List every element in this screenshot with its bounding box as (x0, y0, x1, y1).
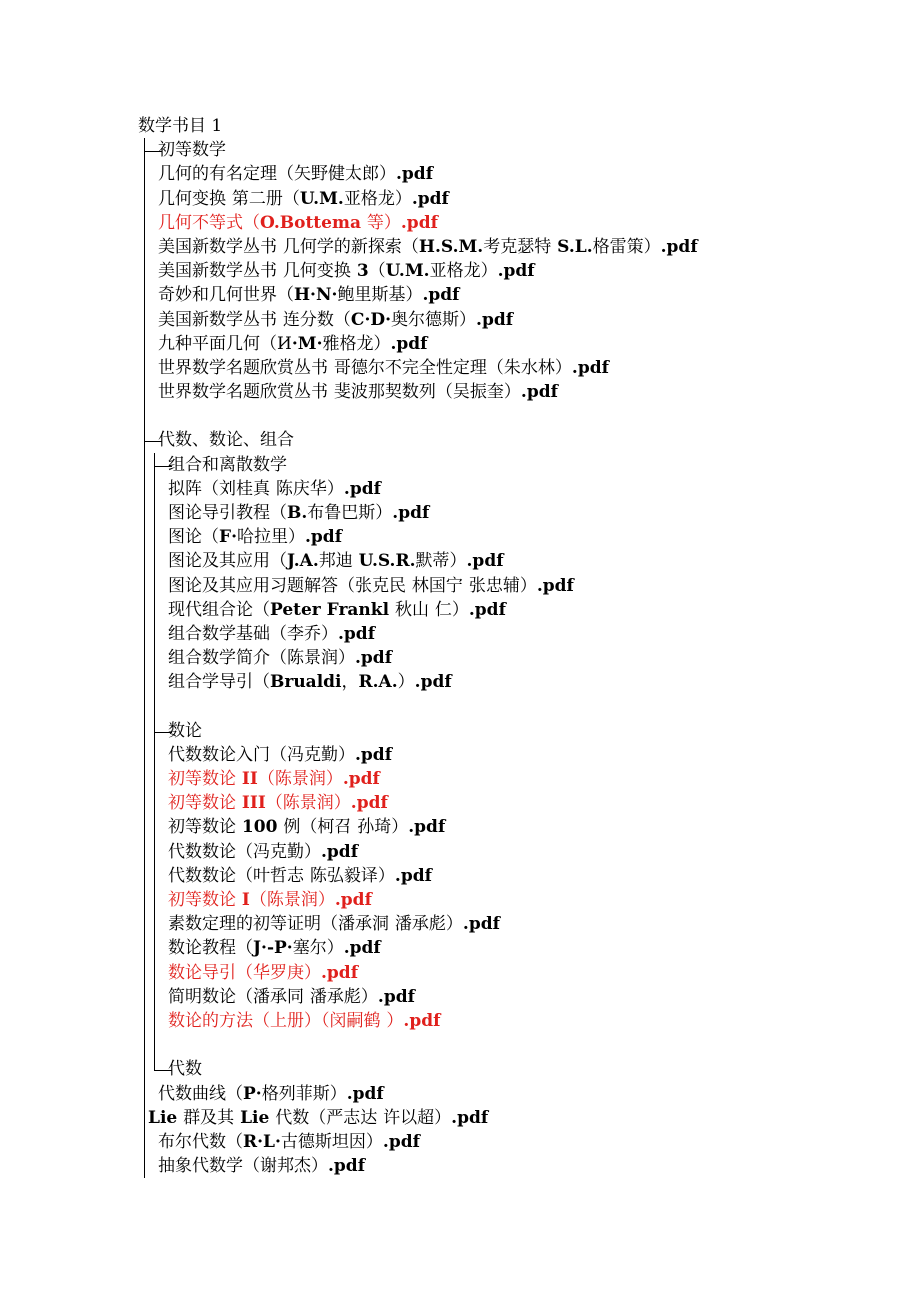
list-item: 世界数学名题欣赏丛书 斐波那契数列（吴振奎）.pdf (138, 380, 898, 404)
list-item: 布尔代数（R·L·古德斯坦因）.pdf (138, 1130, 898, 1154)
list-item: 代数数论（叶哲志 陈弘毅译）.pdf (138, 864, 898, 888)
document-title: 数学书目 1 (138, 116, 223, 136)
list-item: 抽象代数学（谢邦杰）.pdf (138, 1154, 898, 1178)
list-item: 拟阵（刘桂真 陈庆华）.pdf (138, 477, 898, 501)
list-item: 美国新数学丛书 连分数（C·D·奥尔德斯）.pdf (138, 308, 898, 332)
subsection-heading (138, 1057, 898, 1081)
list-item: 奇妙和几何世界（H·N·鲍里斯基）.pdf (138, 283, 898, 307)
subsection-label: 代数 (168, 1059, 202, 1080)
tree-spacer (138, 404, 898, 428)
list-item: 数论导引（华罗庚）.pdf (138, 961, 898, 985)
list-item: 代数数论入门（冯克勤）.pdf (138, 743, 898, 767)
document-body (138, 114, 898, 1178)
subsection-label: 组合和离散数学 (168, 454, 287, 475)
list-item: 数论的方法（上册）（闵嗣鹤 ）.pdf (138, 1009, 898, 1033)
list-item: 几何变换 第二册（U.M.亚格龙）.pdf (138, 187, 898, 211)
section-heading (138, 428, 898, 452)
list-item: 几何不等式（O.Bottema 等）.pdf (138, 211, 898, 235)
subsection-label: 数论 (168, 720, 202, 741)
list-item: 组合学导引（Brualdi，R.A.）.pdf (138, 670, 898, 694)
list-item: 图论及其应用习题解答（张克民 林国宁 张忠辅）.pdf (138, 574, 898, 598)
list-item: 初等数论 II（陈景润）.pdf (138, 767, 898, 791)
tree-branch (138, 138, 148, 162)
list-item: 代数数论（冯克勤）.pdf (138, 840, 898, 864)
list-item: 现代组合论（Peter Frankl 秋山 仁）.pdf (138, 598, 898, 622)
list-item: 组合数学简介（陈景润）.pdf (138, 646, 898, 670)
list-item: Lie 群及其 Lie 代数（严志达 许以超）.pdf (138, 1106, 898, 1130)
list-item: 九种平面几何（И·M·雅格龙）.pdf (138, 332, 898, 356)
list-item: 简明数论（潘承同 潘承彪）.pdf (138, 985, 898, 1009)
list-item: 组合数学基础（李乔）.pdf (138, 622, 898, 646)
section-heading (138, 138, 898, 162)
list-item: 数论教程（J·-P·塞尔）.pdf (138, 936, 898, 960)
list-item: 初等数论 III（陈景润）.pdf (138, 791, 898, 815)
list-item: 初等数论 100 例（柯召 孙琦）.pdf (138, 815, 898, 839)
list-item: 几何的有名定理（矢野健太郎）.pdf (138, 162, 898, 186)
list-item: 世界数学名题欣赏丛书 哥德尔不完全性定理（朱水林）.pdf (138, 356, 898, 380)
list-item: 初等数论 I（陈景润）.pdf (138, 888, 898, 912)
tree-spacer (138, 695, 898, 719)
list-item: 美国新数学丛书 几何学的新探索（H.S.M.考克瑟特 S.L.格雷策）.pdf (138, 235, 898, 259)
list-item: 图论导引教程（B.布鲁巴斯）.pdf (138, 501, 898, 525)
list-item: 图论（F·哈拉里）.pdf (138, 525, 898, 549)
list-item: 代数曲线（P·格列菲斯）.pdf (138, 1082, 898, 1106)
subsection-heading (138, 453, 898, 477)
tree-spacer (138, 1033, 898, 1057)
list-item: 美国新数学丛书 几何变换 3（U.M.亚格龙）.pdf (138, 259, 898, 283)
section-label: 代数、数论、组合 (158, 430, 294, 451)
list-item: 图论及其应用（J.A.邦迪 U.S.R.默蒂）.pdf (138, 549, 898, 573)
list-item: 素数定理的初等证明（潘承洞 潘承彪）.pdf (138, 912, 898, 936)
subsection-heading (138, 719, 898, 743)
section-label: 初等数学 (158, 140, 226, 161)
